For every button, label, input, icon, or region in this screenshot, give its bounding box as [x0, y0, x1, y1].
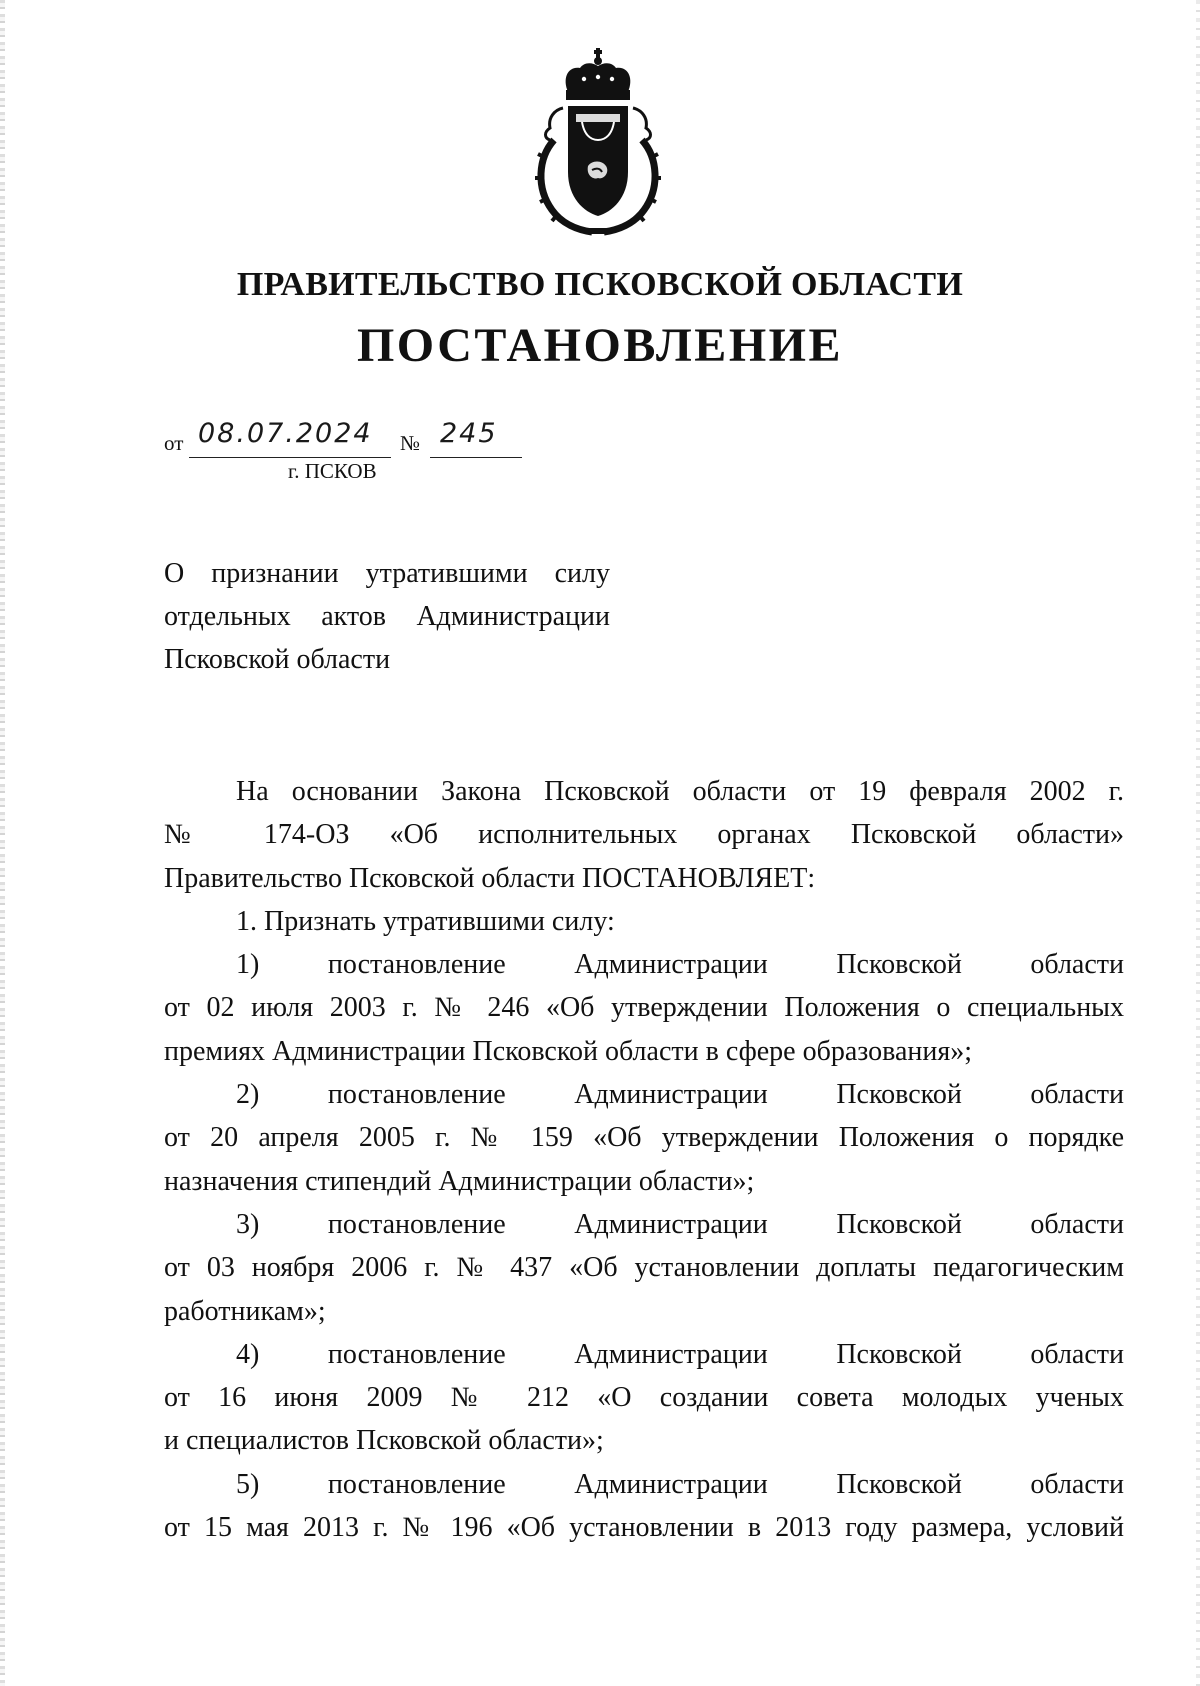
body-line: от 02 июля 2003 г. № 246 «Об утверждении Положения о специальных — [164, 992, 1124, 1024]
document-body — [164, 770, 1124, 1549]
document-date: 08.07.2024 — [198, 418, 373, 449]
body-line: 5) постановление Администрации Псковской области — [236, 1468, 1124, 1500]
date-underline — [189, 457, 391, 458]
coat-of-arms-icon — [518, 48, 678, 238]
body-line: 1. Признать утратившими силу: — [236, 905, 615, 937]
document-type-heading: ПОСТАНОВЛЕНИЕ — [356, 319, 844, 372]
body-line: 3) постановление Администрации Псковской области — [236, 1208, 1124, 1240]
body-line: от 20 апреля 2005 г. № 159 «Об утверждении Положения о порядке — [164, 1122, 1124, 1154]
number-underline — [430, 457, 522, 458]
body-line: работникам»; — [164, 1295, 326, 1327]
body-line: 1) постановление Администрации Псковской области — [236, 949, 1124, 981]
document-number: 245 — [440, 418, 498, 449]
body-line: и специалистов Псковской области»; — [164, 1425, 604, 1457]
subject-line: О признании утратившими силу — [164, 558, 610, 589]
body-line: № 174-ОЗ «Об исполнительных органах Псковской области» — [164, 819, 1124, 851]
body-line: от 15 мая 2013 г. № 196 «Об установлении в 2013 году размера, условий — [164, 1512, 1124, 1544]
government-title: ПРАВИТЕЛЬСТВО ПСКОВСКОЙ ОБЛАСТИ — [236, 266, 964, 303]
scan-edge-right — [1196, 0, 1200, 1686]
from-label: от — [164, 431, 184, 455]
body-line: от 16 июня 2009 № 212 «О создании совета молодых ученых — [164, 1382, 1124, 1414]
body-line: 2) постановление Администрации Псковской области — [236, 1079, 1124, 1111]
body-line: Правительство Псковской области ПОСТАНОВЛЯЕТ: — [164, 862, 816, 894]
number-label: № — [400, 431, 421, 455]
body-line: назначения стипендий Администрации области»; — [164, 1165, 755, 1197]
body-line: На основании Закона Псковской области от 19 февраля 2002 г. — [236, 776, 1124, 807]
body-line: от 03 ноября 2006 г. № 437 «Об установлении доплаты педагогическим — [164, 1252, 1124, 1284]
body-line: премиях Администрации Псковской области в сфере образования»; — [164, 1035, 973, 1067]
scan-edge-left — [0, 0, 5, 1686]
document-subject — [164, 552, 610, 681]
body-line: 4) постановление Администрации Псковской области — [236, 1338, 1124, 1370]
city-label: г. ПСКОВ — [288, 459, 377, 483]
subject-line: отдельных актов Администрации — [164, 601, 610, 632]
subject-line: Псковской области — [164, 644, 391, 675]
